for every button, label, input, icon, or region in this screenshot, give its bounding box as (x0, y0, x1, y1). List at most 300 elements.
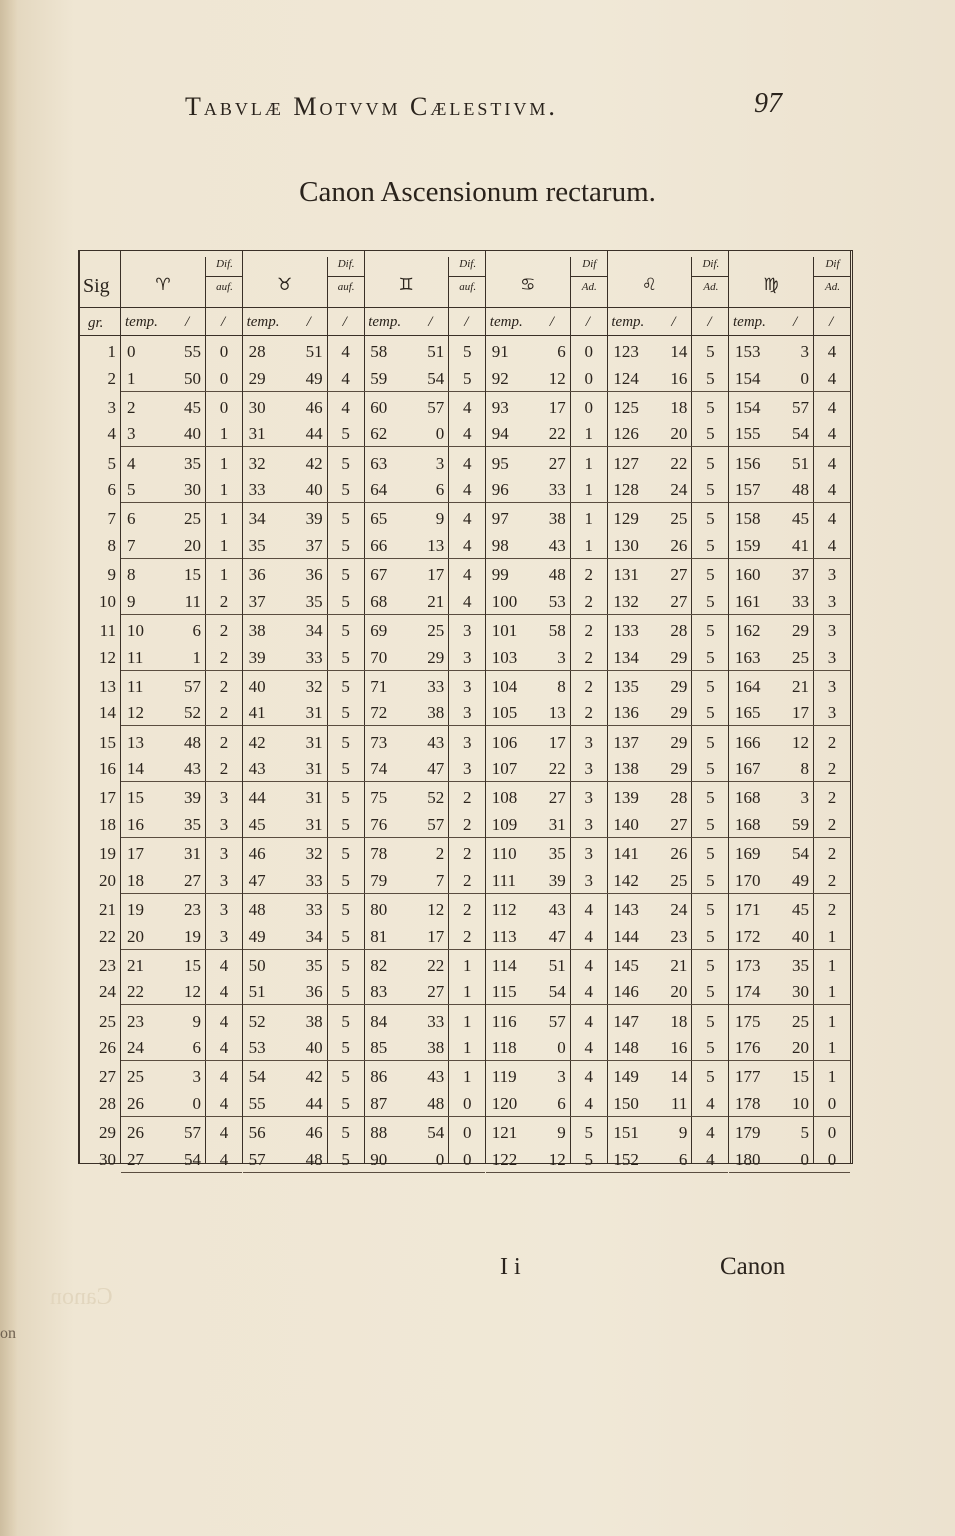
row-pair-rule (486, 1004, 607, 1005)
difference-value: 5 (706, 870, 715, 890)
difference-value: 5 (584, 1149, 594, 1169)
time-degrees: 33 (248, 480, 266, 500)
table-row (121, 759, 242, 779)
time-minutes: 58 (548, 621, 566, 640)
table-row (364, 592, 485, 612)
time-minutes: 0 (435, 424, 445, 444)
time-minutes: 45 (792, 509, 809, 529)
difference-value: 3 (827, 703, 837, 723)
time-minutes: 23 (184, 900, 201, 919)
row-pair-rule (243, 1172, 364, 1173)
difference-value: 4 (827, 536, 837, 555)
degree-label: 24 (99, 982, 116, 1002)
time-minutes: 0 (800, 368, 809, 388)
time-minutes: 57 (548, 1011, 566, 1031)
table-row (121, 398, 242, 418)
table-row (729, 1067, 850, 1087)
time-minutes: 13 (427, 536, 445, 555)
time-degrees: 35 (248, 536, 266, 555)
time-minutes: 38 (548, 509, 566, 529)
time-minutes: 25 (670, 509, 688, 529)
table-row (121, 592, 242, 612)
time-minutes: 51 (427, 342, 445, 361)
table-row (364, 1150, 485, 1170)
difference-value: 0 (827, 1123, 837, 1143)
sub-header-rule (243, 335, 364, 336)
difference-value: 5 (341, 703, 350, 723)
time-degrees: 50 (248, 955, 266, 975)
table-row (121, 703, 242, 723)
header-rule (607, 307, 728, 308)
time-minutes: 47 (548, 926, 566, 946)
row-pair-rule (243, 1004, 364, 1005)
difference-value: 4 (706, 1094, 715, 1113)
time-degrees: 158 (735, 509, 761, 529)
difference-value: 5 (706, 703, 715, 723)
time-degrees: 119 (491, 1067, 517, 1087)
difference-value: 2 (584, 621, 594, 640)
temp-label: temp. (125, 314, 158, 330)
table-row (121, 982, 242, 1002)
time-degrees: 107 (491, 759, 518, 779)
time-degrees: 131 (613, 565, 639, 585)
time-degrees: 14 (127, 759, 144, 779)
time-degrees: 157 (735, 480, 761, 500)
row-pair-rule (364, 502, 485, 503)
time-degrees: 4 (127, 453, 136, 473)
time-degrees: 85 (370, 1038, 388, 1058)
time-minutes: 16 (670, 368, 688, 388)
difference-value: 4 (827, 424, 837, 444)
time-minutes: 29 (792, 621, 809, 640)
time-minutes: 9 (192, 1011, 201, 1031)
time-degrees: 70 (370, 647, 388, 667)
time-minutes: 52 (427, 788, 445, 808)
row-pair-rule (121, 1004, 242, 1005)
difference-value: 2 (462, 926, 472, 946)
difference-value: 3 (827, 647, 837, 667)
difference-value: 4 (462, 591, 472, 611)
time-degrees: 132 (613, 591, 639, 611)
row-pair-rule (486, 949, 607, 950)
time-degrees: 156 (735, 453, 761, 473)
time-minutes: 49 (792, 870, 809, 890)
time-minutes: 39 (548, 870, 566, 890)
row-pair-rule (607, 1004, 728, 1005)
table-row (607, 536, 728, 556)
row-pair-rule (364, 614, 485, 615)
difference-value: 0 (219, 342, 229, 361)
table-row (729, 759, 850, 779)
time-degrees: 36 (248, 565, 266, 585)
time-minutes: 31 (305, 815, 323, 834)
table-row (243, 844, 364, 864)
difference-value: 5 (706, 621, 715, 640)
difference-value: 4 (341, 397, 350, 417)
time-minutes: 14 (670, 342, 688, 361)
table-row (486, 1123, 607, 1143)
difference-value: 4 (219, 1011, 229, 1031)
table-row (607, 1038, 728, 1058)
difference-value: 0 (827, 1094, 837, 1113)
difference-minutes-label: / (707, 314, 712, 330)
table-row (486, 509, 607, 529)
table-row (729, 871, 850, 891)
time-degrees: 40 (248, 676, 266, 696)
difference-value: 5 (706, 788, 715, 808)
difference-value: 5 (706, 647, 715, 667)
difference-value: 4 (584, 1094, 594, 1113)
difference-value: 5 (706, 565, 715, 585)
difference-sublabel: auf. (206, 276, 243, 295)
time-minutes: 8 (557, 676, 566, 696)
time-minutes: 35 (305, 955, 323, 975)
time-minutes: 43 (184, 759, 201, 779)
difference-value: 3 (462, 703, 472, 723)
degree-label: 10 (99, 591, 116, 611)
time-degrees: 46 (248, 844, 266, 864)
time-degrees: 171 (735, 900, 761, 919)
difference-value: 3 (827, 565, 837, 585)
time-degrees: 39 (248, 647, 266, 667)
table-row (243, 565, 364, 585)
time-degrees: 180 (735, 1149, 761, 1169)
time-minutes: 38 (427, 1038, 445, 1058)
table-row (243, 1094, 364, 1114)
difference-value: 1 (584, 424, 594, 444)
difference-minutes-label: / (221, 314, 226, 330)
table-row (121, 900, 242, 920)
table-row (486, 982, 607, 1002)
degree-label: 8 (107, 536, 116, 555)
time-degrees: 179 (735, 1123, 761, 1143)
difference-value: 4 (219, 1094, 229, 1113)
table-row (729, 982, 850, 1002)
time-minutes: 20 (792, 1038, 809, 1058)
difference-value: 4 (219, 982, 229, 1002)
degree-label: 29 (99, 1123, 116, 1143)
time-degrees: 55 (248, 1094, 266, 1113)
time-minutes: 29 (427, 647, 445, 667)
time-degrees: 160 (735, 565, 761, 585)
time-minutes: 27 (427, 982, 445, 1002)
table-row (486, 480, 607, 500)
time-degrees: 142 (613, 870, 639, 890)
difference-value: 4 (462, 480, 472, 500)
table-row (121, 1123, 242, 1143)
table-row (243, 1150, 364, 1170)
time-degrees: 122 (491, 1149, 518, 1169)
difference-value: 3 (827, 591, 837, 611)
time-degrees: 11 (127, 647, 144, 667)
time-minutes: 22 (548, 424, 566, 444)
page-number: 97 (754, 88, 782, 119)
time-degrees: 169 (735, 844, 761, 864)
time-degrees: 170 (735, 870, 761, 890)
table-row (729, 454, 850, 474)
row-pair-rule (607, 446, 728, 447)
difference-value: 5 (341, 621, 350, 640)
time-degrees: 84 (370, 1011, 388, 1031)
time-minutes: 33 (792, 591, 809, 611)
time-minutes: 48 (792, 480, 809, 500)
table-row (607, 677, 728, 697)
row-pair-rule (364, 893, 485, 894)
time-minutes: 3 (800, 788, 809, 808)
table-row (243, 759, 364, 779)
table-row (121, 509, 242, 529)
row-pair-rule (121, 502, 242, 503)
difference-value: 4 (584, 982, 594, 1002)
row-pair-rule (729, 949, 850, 950)
time-minutes: 26 (670, 844, 688, 864)
difference-value: 3 (827, 621, 837, 640)
temp-label: temp. (246, 314, 280, 330)
time-minutes: 14 (670, 1067, 688, 1087)
sub-header-rule (364, 335, 485, 336)
table-row (607, 565, 728, 585)
difference-value: 4 (219, 1123, 229, 1143)
table-row (486, 927, 607, 947)
gr-header: gr. (88, 315, 104, 331)
difference-value: 2 (219, 621, 229, 640)
table-row (243, 1012, 364, 1032)
time-degrees: 15 (127, 788, 144, 808)
time-degrees: 112 (491, 900, 517, 919)
time-minutes: 30 (792, 982, 809, 1002)
row-pair-rule (486, 614, 607, 615)
difference-value: 5 (706, 536, 715, 555)
time-degrees: 52 (248, 1011, 266, 1031)
difference-value: 0 (584, 368, 594, 388)
time-minutes: 3 (557, 1067, 566, 1087)
time-minutes: 27 (548, 453, 566, 473)
degree-label: 25 (99, 1011, 116, 1031)
time-minutes: 46 (305, 1123, 323, 1143)
time-minutes: 15 (184, 565, 201, 585)
row-pair-rule (364, 1004, 485, 1005)
time-degrees: 128 (613, 480, 639, 500)
time-degrees: 154 (735, 368, 761, 388)
zodiac-sign-icon: ♋ (520, 275, 536, 295)
difference-minutes-label: / (829, 314, 834, 330)
difference-value: 3 (462, 676, 472, 696)
difference-value: 4 (827, 453, 837, 473)
time-degrees: 88 (370, 1123, 388, 1143)
difference-value: 5 (706, 368, 715, 388)
time-degrees: 45 (248, 815, 266, 834)
table-row (364, 844, 485, 864)
table-row (486, 733, 607, 753)
time-degrees: 99 (491, 565, 509, 585)
time-minutes: 40 (305, 480, 323, 500)
time-degrees: 74 (370, 759, 388, 779)
table-row (729, 509, 850, 529)
difference-value: 5 (462, 342, 472, 361)
difference-value: 2 (219, 732, 229, 752)
row-pair-rule (486, 781, 607, 782)
difference-value: 3 (584, 870, 594, 890)
time-minutes: 35 (548, 844, 566, 864)
row-pair-rule (486, 893, 607, 894)
sub-header-rule (729, 335, 850, 336)
table-row (486, 900, 607, 920)
degree-label: 20 (99, 870, 116, 890)
time-minutes: 3 (557, 647, 566, 667)
difference-label: Dif (582, 258, 597, 270)
table-row (729, 815, 850, 835)
time-minutes: 21 (427, 591, 445, 611)
time-degrees: 34 (248, 509, 266, 529)
table-row (486, 536, 607, 556)
time-minutes: 20 (670, 982, 688, 1002)
table-row (607, 1123, 728, 1143)
row-pair-rule (486, 391, 607, 392)
time-minutes: 33 (427, 1011, 445, 1031)
time-minutes: 33 (427, 676, 445, 696)
time-degrees: 106 (491, 732, 518, 752)
time-degrees: 82 (370, 955, 388, 975)
time-minutes: 57 (184, 676, 201, 696)
time-minutes: 31 (305, 703, 323, 723)
table-row (243, 592, 364, 612)
difference-value: 5 (341, 759, 350, 779)
table-row (121, 844, 242, 864)
difference-value: 0 (219, 397, 229, 417)
degree-label: 4 (107, 424, 116, 444)
time-degrees: 64 (370, 480, 388, 500)
time-degrees: 86 (370, 1067, 388, 1087)
time-minutes: 15 (792, 1067, 809, 1087)
time-minutes: 2 (435, 844, 445, 864)
time-degrees: 6 (127, 509, 136, 529)
difference-value: 5 (341, 900, 350, 919)
time-minutes: 6 (435, 480, 445, 500)
time-degrees: 93 (491, 397, 509, 417)
table-row (729, 592, 850, 612)
difference-value: 5 (341, 536, 350, 555)
time-minutes: 12 (548, 1149, 566, 1169)
difference-value: 5 (706, 982, 715, 1002)
time-degrees: 11 (127, 676, 144, 696)
difference-value: 5 (341, 676, 350, 696)
table-row (729, 844, 850, 864)
time-minutes: 24 (670, 900, 688, 919)
table-row (607, 703, 728, 723)
time-degrees: 137 (613, 732, 639, 752)
time-degrees: 162 (735, 621, 761, 640)
time-degrees: 20 (127, 926, 144, 946)
difference-value: 1 (462, 1038, 472, 1058)
time-minutes: 48 (305, 1149, 323, 1169)
signature-mark: I i (500, 1254, 521, 1280)
time-degrees: 30 (248, 397, 266, 417)
difference-value: 3 (219, 926, 229, 946)
time-minutes: 31 (305, 788, 323, 808)
difference-value: 1 (219, 509, 229, 529)
time-degrees: 101 (491, 621, 518, 640)
table-row (364, 956, 485, 976)
time-minutes: 40 (184, 424, 201, 444)
difference-value: 2 (584, 565, 594, 585)
table-row (607, 982, 728, 1002)
difference-value: 3 (827, 676, 837, 696)
table-row (243, 342, 364, 362)
difference-value: 1 (462, 1011, 472, 1031)
difference-value: 5 (341, 647, 350, 667)
difference-value: 4 (584, 955, 594, 975)
time-minutes: 31 (548, 815, 566, 834)
time-minutes: 22 (670, 453, 688, 473)
difference-value: 3 (462, 621, 472, 640)
time-degrees: 147 (613, 1011, 639, 1031)
table-row (607, 844, 728, 864)
time-degrees: 143 (613, 900, 639, 919)
time-minutes: 29 (670, 647, 688, 667)
difference-value: 2 (584, 591, 594, 611)
time-degrees: 8 (127, 565, 136, 585)
difference-value: 3 (584, 815, 594, 834)
time-minutes: 1 (192, 647, 201, 667)
time-minutes: 5 (800, 1123, 809, 1143)
row-pair-rule (607, 1116, 728, 1117)
minutes-label: / (793, 314, 798, 330)
difference-value: 5 (706, 759, 715, 779)
table-row (121, 1094, 242, 1114)
time-degrees: 59 (370, 368, 388, 388)
difference-value: 2 (827, 900, 837, 919)
row-pair-rule (364, 670, 485, 671)
time-minutes: 25 (792, 647, 809, 667)
degree-label: 12 (99, 647, 116, 667)
difference-value: 3 (584, 759, 594, 779)
degree-label: 30 (99, 1149, 116, 1169)
time-degrees: 73 (370, 732, 388, 752)
table-row (486, 398, 607, 418)
degree-label: 17 (99, 788, 116, 808)
time-degrees: 66 (370, 536, 388, 555)
table-row (121, 733, 242, 753)
table-row (364, 398, 485, 418)
time-minutes: 54 (548, 982, 566, 1002)
table-row (364, 1094, 485, 1114)
time-degrees: 167 (735, 759, 761, 779)
time-degrees: 153 (735, 342, 761, 361)
minutes-label: / (428, 314, 433, 330)
time-minutes: 54 (427, 368, 445, 388)
difference-label: Dif. (702, 258, 720, 270)
time-minutes: 22 (548, 759, 566, 779)
table-row (607, 621, 728, 641)
difference-value: 2 (462, 815, 472, 834)
table-row (486, 815, 607, 835)
table-row (243, 369, 364, 389)
table-row (607, 815, 728, 835)
time-degrees: 91 (491, 342, 509, 361)
table-row (729, 565, 850, 585)
row-pair-rule (243, 558, 364, 559)
degree-label: 15 (99, 732, 116, 752)
time-degrees: 0 (127, 342, 136, 361)
time-degrees: 163 (735, 647, 761, 667)
time-minutes: 50 (184, 368, 201, 388)
difference-value: 2 (462, 900, 472, 919)
row-pair-rule (243, 837, 364, 838)
running-head: Tabvlæ Motvvm Cælestivm. (185, 92, 558, 121)
time-minutes: 27 (184, 870, 201, 890)
degree-label: 28 (99, 1094, 116, 1113)
time-minutes: 35 (184, 453, 201, 473)
